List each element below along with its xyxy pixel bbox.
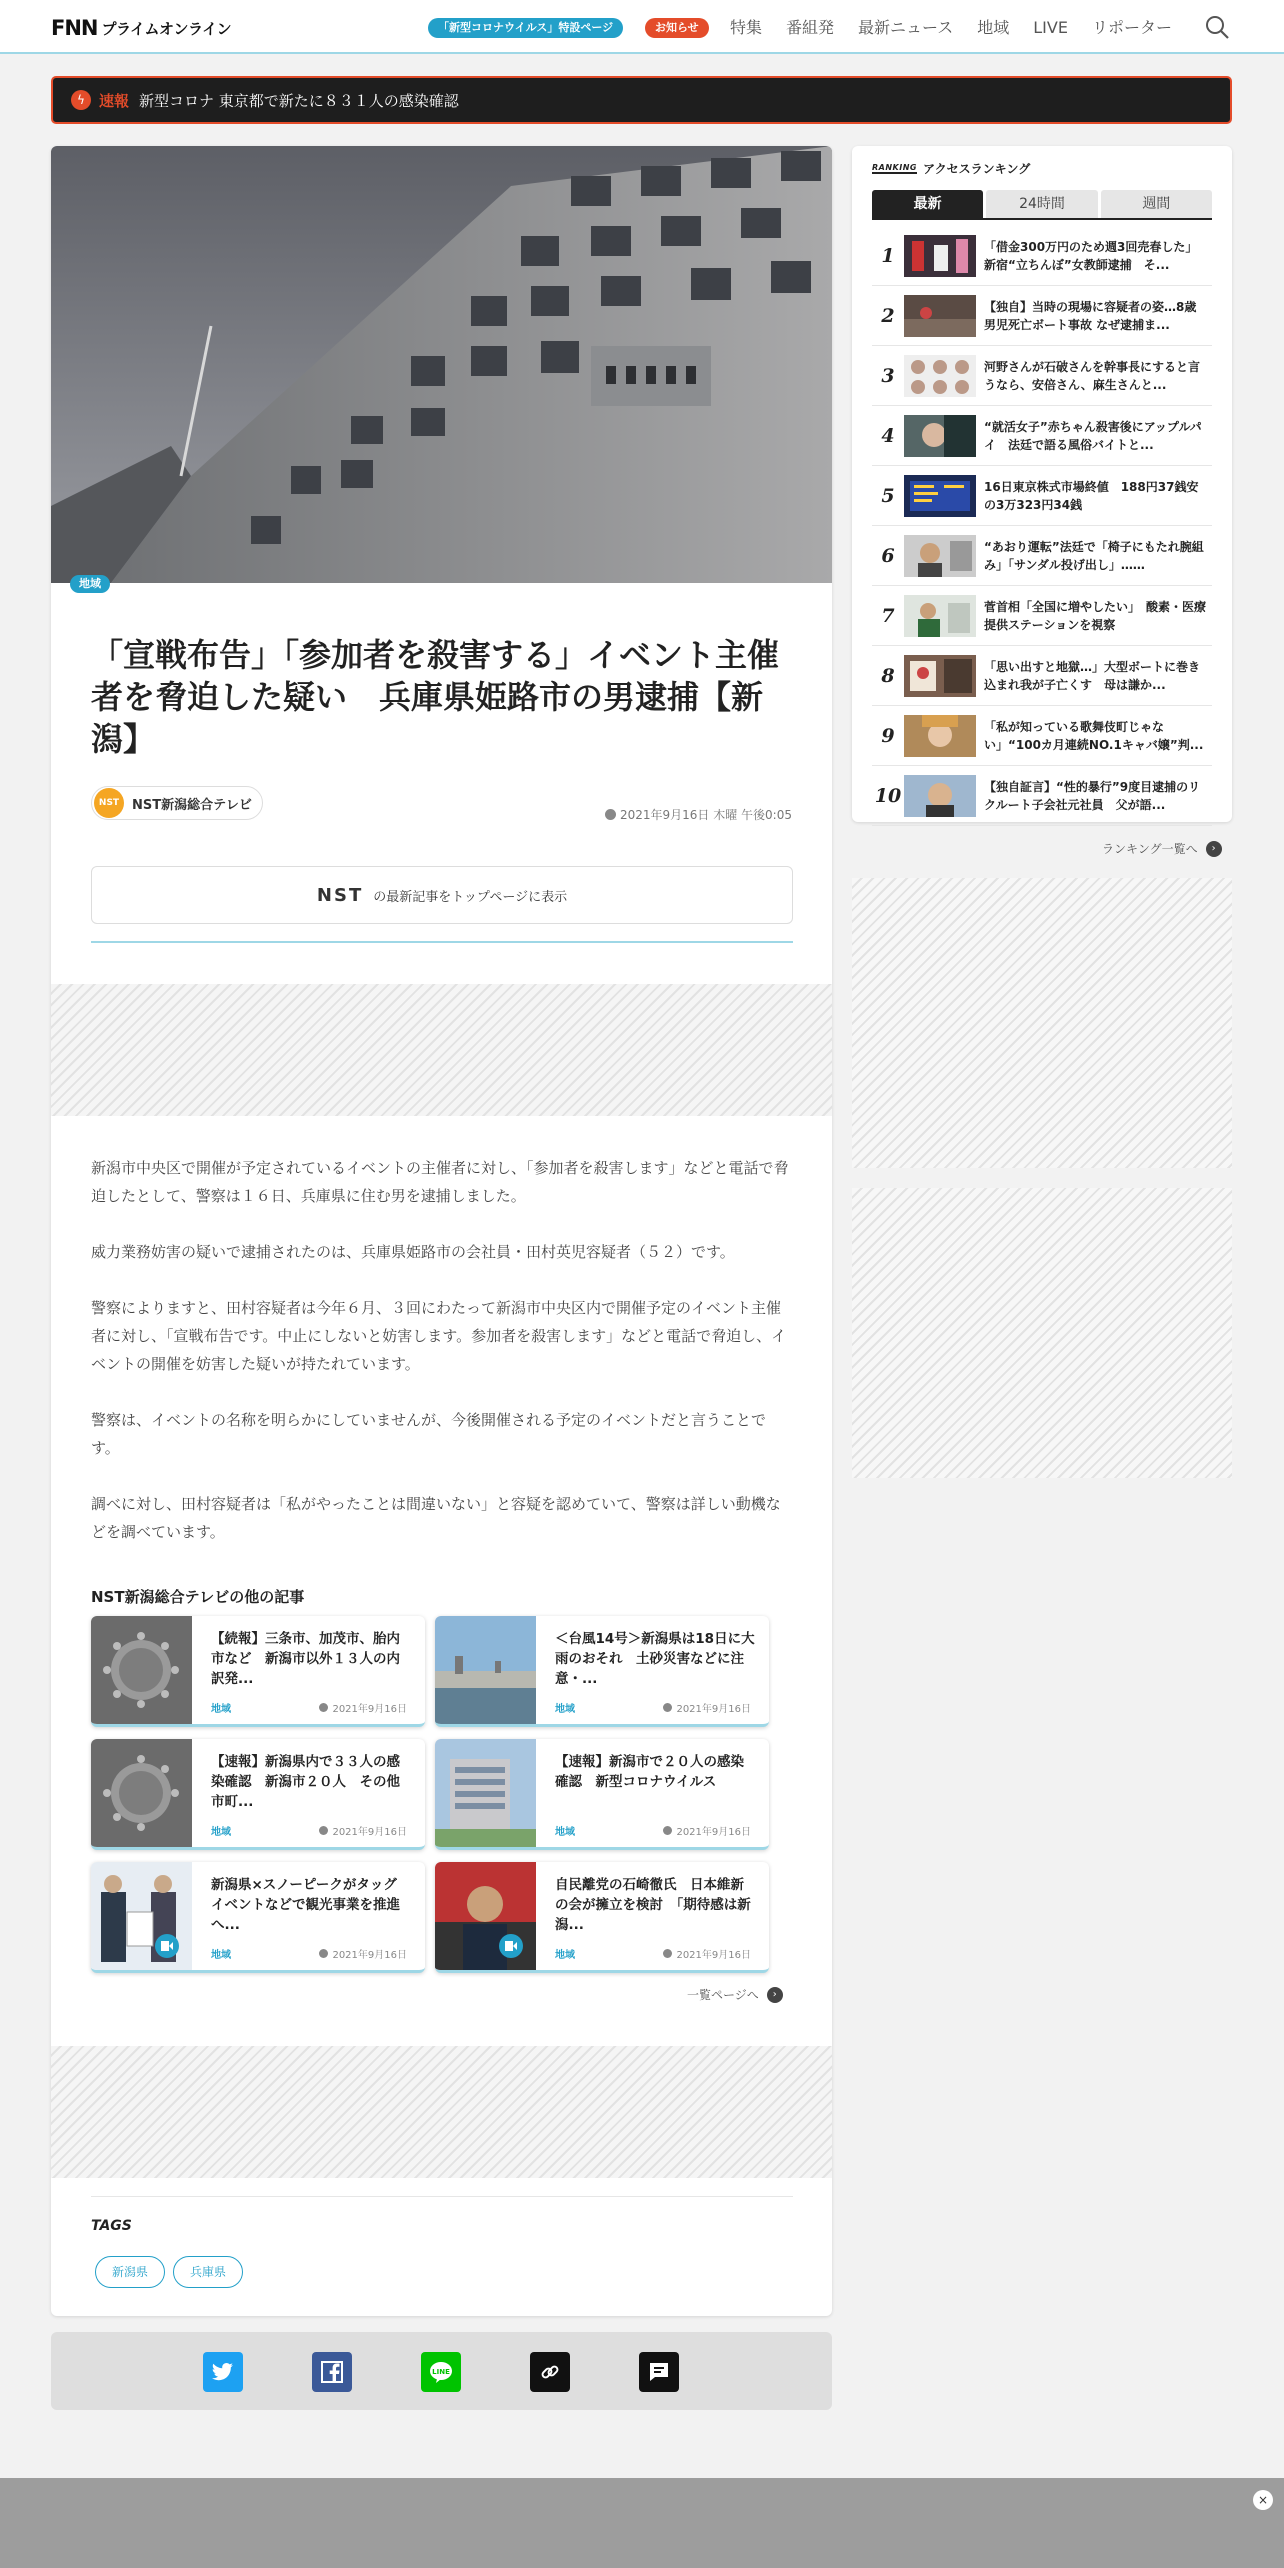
source-chip[interactable] (91, 786, 263, 820)
related-category: 地域 (211, 1827, 231, 1838)
more-articles-heading: NST新潟総合テレビの他の記事 (91, 1588, 305, 1606)
hero-image (51, 146, 832, 583)
tab-24h[interactable]: 24時間 (986, 190, 1097, 218)
nav-programs[interactable]: 番組発 (786, 18, 835, 37)
ranking-thumbnail (904, 475, 976, 517)
clock-icon (663, 1949, 672, 1958)
related-category: 地域 (555, 1950, 575, 1961)
close-icon[interactable]: × (1253, 2490, 1273, 2510)
lightning-icon: ϟ (71, 90, 91, 110)
comment-icon[interactable] (639, 2352, 679, 2392)
related-date (319, 1823, 407, 1838)
related-title: 新潟県×スノーピークがタッグ イベントなどで観光事業を推進へ... (211, 1877, 411, 1933)
tab-weekly[interactable]: 週間 (1101, 190, 1212, 218)
ranking-title-text: “あおり運転”法廷で「椅子にもたれ腕組み」「サンダル投げ出し」…… (984, 539, 1204, 572)
paragraph: 威力業務妨害の疑いで逮捕されたのは、兵庫県姫路市の会社員・田村英児容疑者（５２）です。 (91, 1243, 735, 1261)
nst-logo: NST (94, 788, 124, 818)
building-thumbnail (435, 1739, 536, 1847)
site-logo[interactable] (51, 17, 231, 39)
twitter-icon[interactable] (203, 2352, 243, 2392)
article-title: 「宣戦布告」「参加者を殺害する」イベント主催者を脅迫した疑い 兵庫県姫路市の男逮捕【新潟】 (91, 636, 780, 758)
clock-icon (319, 1826, 328, 1835)
ranking-badge: RANKING (872, 163, 917, 172)
ad-placeholder (852, 1188, 1232, 1478)
ad-placeholder (51, 984, 832, 1116)
video-icon (499, 1934, 523, 1958)
related-date (319, 1700, 407, 1715)
ranking-title-text: 「思い出すと地獄…」大型ボートに巻き込まれ我が子亡くす 母は謙か... (984, 659, 1201, 692)
chevron-right-icon: › (767, 1987, 783, 2003)
ranking-title-text: 河野さんが石破さんを幹事長にすると言うなら、安倍さん、麻生さんと... (984, 359, 1201, 392)
ranking-item[interactable] (872, 286, 1212, 346)
related-category: 地域 (211, 1704, 231, 1715)
ranking-item[interactable] (872, 226, 1212, 286)
tab-latest[interactable]: 最新 (872, 190, 983, 218)
related-article[interactable] (91, 1862, 425, 1973)
nav-feature[interactable]: 特集 (730, 18, 763, 37)
breaking-label: 速報 (99, 91, 130, 110)
rank-number: 5 (881, 484, 895, 507)
rank-number: 9 (881, 724, 895, 747)
ranking-title-text: 【独自証言】“性的暴行”9度目逮捕のリクルート子会社元社員 父が語... (984, 779, 1201, 812)
more-articles-link-text: 一覧ページへ (687, 1988, 759, 2002)
related-category: 地域 (211, 1950, 231, 1961)
nav-latest-news[interactable]: 最新ニュース (858, 18, 954, 37)
ranking-title-text: “就活女子”赤ちゃん殺害後にアップルパイ 法廷で語る風俗バイトと... (984, 419, 1202, 452)
clock-icon (663, 1826, 672, 1835)
related-category: 地域 (555, 1704, 575, 1715)
breaking-text[interactable]: 新型コロナ 東京都で新たに８３１人の感染確認 (139, 91, 459, 110)
related-article[interactable] (435, 1616, 769, 1727)
ranking-tabs (872, 190, 1212, 220)
ranking-item[interactable] (872, 466, 1212, 526)
svg-text:LINE: LINE (432, 2368, 450, 2376)
ranking-title-text: 【独自】当時の現場に容疑者の姿…8歳男児死亡ボート事故 なぜ逮捕ま... (984, 299, 1197, 332)
rank-number: 4 (881, 424, 895, 447)
ranking-more-link-text: ランキング一覧へ (1102, 842, 1198, 856)
related-title: 自民離党の石崎徹氏 日本維新の会が擁立を検討 「期待感は新潟... (555, 1877, 751, 1933)
ranking-header (872, 160, 1030, 177)
ranking-title-text: 16日東京株式市場終値 188円37銭安の3万323円34銭 (984, 479, 1199, 512)
ranking-item[interactable] (872, 586, 1212, 646)
rank-number: 10 (874, 784, 902, 807)
source-name: NST新潟総合テレビ (132, 797, 252, 813)
logo-fnn: FNN (51, 16, 98, 40)
ranking-thumbnail (904, 715, 976, 757)
rank-number: 2 (881, 304, 895, 327)
follow-source-button[interactable] (91, 866, 793, 924)
ranking-item[interactable] (872, 406, 1212, 466)
related-date-text: 2021年9月16日 (676, 1827, 751, 1838)
clock-icon (319, 1949, 328, 1958)
related-date-text: 2021年9月16日 (332, 1704, 407, 1715)
main-nav (730, 17, 1196, 39)
tag-niigata[interactable]: 新潟県 (95, 2256, 165, 2288)
ranking-title: アクセスランキング (922, 162, 1031, 176)
follow-text: の最新記事をトップページに表示 (373, 889, 568, 905)
article-card (51, 146, 832, 2316)
breaking-news-bar[interactable] (51, 76, 1232, 124)
virus-thumbnail (91, 1616, 192, 1724)
related-date (319, 1946, 407, 1961)
ranking-thumbnail (904, 775, 976, 817)
related-title: 【速報】新潟県内で３３人の感染確認 新潟市２０人 その他市町... (211, 1754, 400, 1810)
related-date (663, 1700, 751, 1715)
paragraph: 警察によりますと、田村容疑者は今年６月、３回にわたって新潟市中央区内で開催予定のイベント主催者に対し、「宣戦布告です。中止にしないと妨害します。参加者を殺害します」などと電話で脅迫し、イベントの開催を妨害した疑いが持たれています。 (91, 1299, 787, 1373)
notice-button[interactable]: お知らせ (645, 18, 709, 38)
ranking-thumbnail (904, 415, 976, 457)
paragraph: 警察は、イベントの名称を明らかにしていませんが、今後開催される予定のイベントだと言うことです。 (91, 1411, 767, 1457)
related-date-text: 2021年9月16日 (676, 1950, 751, 1961)
related-article[interactable] (435, 1739, 769, 1850)
politician-thumbnail (435, 1862, 536, 1970)
video-icon (155, 1934, 179, 1958)
ranking-more-link[interactable] (1102, 840, 1222, 857)
sticky-ad-bar (0, 2478, 1284, 2568)
related-category: 地域 (555, 1827, 575, 1838)
facebook-icon[interactable] (312, 2352, 352, 2392)
ranking-title-text: 「借金300万円のため週3回売春した」新宿“立ちんぼ”女教師逮捕 そ... (984, 239, 1198, 272)
clock-icon (605, 809, 616, 820)
related-title: 【続報】三条市、加茂市、胎内市など 新潟市以外１３人の内訳発... (211, 1631, 400, 1687)
ranking-list (872, 226, 1212, 826)
rank-number: 6 (881, 544, 895, 567)
category-badge[interactable]: 地域 (70, 575, 110, 593)
ranking-item[interactable] (872, 706, 1212, 766)
rank-number: 3 (881, 364, 895, 387)
link-icon[interactable] (530, 2352, 570, 2392)
logo-sub: プライムオンライン (101, 19, 232, 38)
rank-number: 1 (881, 244, 895, 267)
divider (91, 2196, 793, 2197)
article-date-text: 2021年9月16日 木曜 午後0:05 (619, 808, 792, 822)
ranking-card (852, 146, 1232, 822)
covid-special-button[interactable]: 「新型コロナウイルス」特設ページ (428, 18, 623, 38)
ranking-item[interactable] (872, 646, 1212, 706)
nst-follow-logo: NST (316, 884, 364, 906)
press-thumbnail (91, 1862, 192, 1970)
related-title: 【速報】新潟市で２０人の感染確認 新型コロナウイルス (555, 1754, 744, 1790)
related-date-text: 2021年9月16日 (676, 1704, 751, 1715)
ranking-thumbnail (904, 235, 976, 277)
line-icon[interactable] (421, 2352, 461, 2392)
clock-icon (663, 1703, 672, 1712)
tags-heading: TAGS (91, 2218, 132, 2234)
ranking-item[interactable] (872, 766, 1212, 826)
nav-reporter[interactable]: リポーター (1091, 18, 1172, 37)
related-articles (91, 1616, 771, 1973)
ranking-thumbnail (904, 655, 976, 697)
site-header (0, 0, 1284, 54)
related-date-text: 2021年9月16日 (332, 1950, 407, 1961)
divider (91, 941, 793, 943)
article-date (605, 806, 792, 823)
ranking-item[interactable] (872, 526, 1212, 586)
rank-number: 8 (881, 664, 895, 687)
paragraph: 新潟市中央区で開催が予定されているイベントの主催者に対し、「参加者を殺害します」などと電話で脅迫したとして、警察は１６日、兵庫県に住む男を逮捕しました。 (91, 1159, 789, 1205)
related-date (663, 1946, 751, 1961)
rank-number: 7 (881, 604, 895, 627)
related-article[interactable] (91, 1739, 425, 1850)
article-body (91, 1154, 793, 1574)
ranking-thumbnail (904, 535, 976, 577)
related-title: ＜台風14号＞新潟県は18日に大雨のおそれ 土砂災害などに注意・... (555, 1631, 755, 1687)
ranking-thumbnail (904, 295, 976, 337)
ranking-title-text: 「私が知っている歌舞伎町じゃない」“100カ月連続NO.1キャバ嬢”判... (984, 719, 1204, 752)
search-icon[interactable] (1204, 14, 1230, 40)
tag-list (95, 2256, 243, 2288)
related-date-text: 2021年9月16日 (332, 1827, 407, 1838)
nav-region[interactable]: 地域 (977, 18, 1010, 37)
ad-placeholder (852, 878, 1232, 1168)
ranking-thumbnail (904, 355, 976, 397)
nav-live[interactable]: LIVE (1033, 18, 1068, 37)
chevron-right-icon: › (1206, 841, 1222, 857)
ranking-item[interactable] (872, 346, 1212, 406)
more-articles-link[interactable] (687, 1986, 783, 2003)
clock-icon (319, 1703, 328, 1712)
tag-hyogo[interactable]: 兵庫県 (173, 2256, 243, 2288)
ranking-thumbnail (904, 595, 976, 637)
river-thumbnail (435, 1616, 536, 1724)
related-article[interactable] (91, 1616, 425, 1727)
paragraph: 調べに対し、田村容疑者は「私がやったことは間違いない」と容疑を認めていて、警察は詳しい動機などを調べています。 (91, 1495, 781, 1541)
virus-thumbnail (91, 1739, 192, 1847)
related-article[interactable] (435, 1862, 769, 1973)
related-date (663, 1823, 751, 1838)
share-bar (51, 2332, 832, 2410)
ad-placeholder (51, 2046, 832, 2178)
ranking-title-text: 菅首相「全国に増やしたい」 酸素・医療提供ステーションを視察 (984, 599, 1207, 632)
